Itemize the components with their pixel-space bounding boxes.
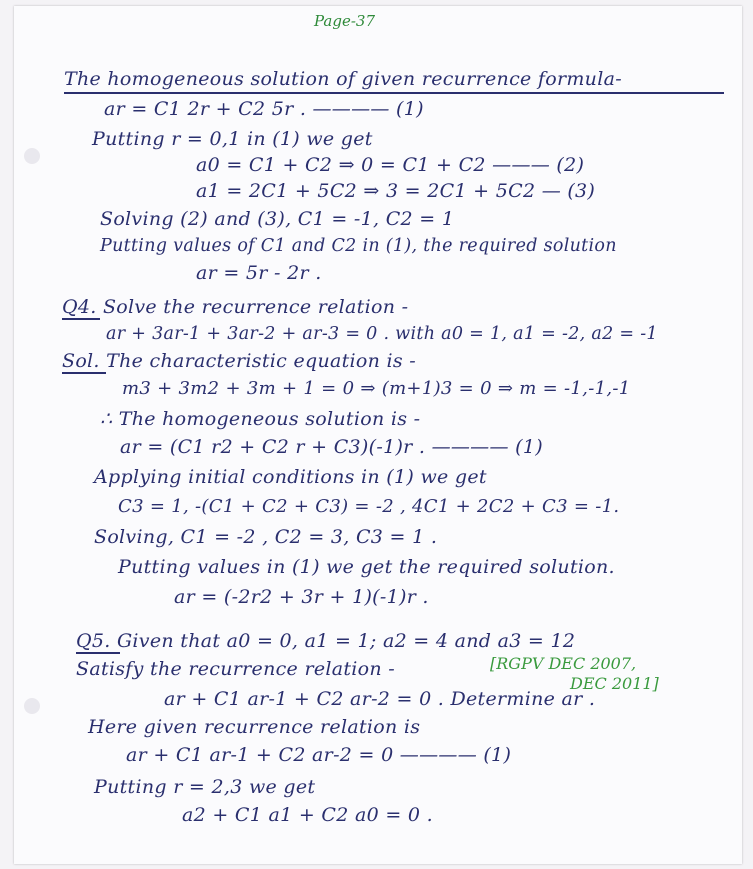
underline <box>62 318 100 320</box>
underline <box>76 652 120 654</box>
text-line-16: C3 = 1, -(C1 + C2 + C3) = -2 , 4C1 + 2C2 + C3 = -1. <box>118 496 620 517</box>
notebook-page <box>14 6 742 864</box>
text-line-19: ar = (-2r2 + 3r + 1)(-1)r . <box>174 586 429 608</box>
text-line-26: a2 + C1 a1 + C2 a0 = 0 . <box>182 804 433 826</box>
text-line-13: ∴ The homogeneous solution is - <box>100 408 421 430</box>
text-line-21: Satisfy the recurrence relation - <box>76 658 396 680</box>
text-line-8: ar = 5r - 2r . <box>196 262 322 284</box>
exam-reference: [RGPV DEC 2007, <box>490 654 637 673</box>
text-line-14: ar = (C1 r2 + C2 r + C3)(-1)r . ———— (1) <box>120 436 543 458</box>
text-line-10: ar + 3ar-1 + 3ar-2 + ar-3 = 0 . with a0 = 1, a1 = -2, a2 = -1 <box>106 324 658 344</box>
text-line-3: Putting r = 0,1 in (1) we get <box>92 128 373 150</box>
text-line-6: Solving (2) and (3), C1 = -1, C2 = 1 <box>100 208 455 230</box>
text-line-23: Here given recurrence relation is <box>88 716 421 738</box>
underline <box>62 372 106 374</box>
text-line-1: The homogeneous solution of given recurrence formula- <box>64 68 622 90</box>
text-line-11: Sol. The characteristic equation is - <box>62 350 417 372</box>
text-line-5: a1 = 2C1 + 5C2 ⇒ 3 = 2C1 + 5C2 — (3) <box>196 180 596 202</box>
exam-reference: DEC 2011] <box>570 674 659 693</box>
text-line-22: ar + C1 ar-1 + C2 ar-2 = 0 . Determine ar . <box>164 688 596 710</box>
text-line-24: ar + C1 ar-1 + C2 ar-2 = 0 ———— (1) <box>126 744 512 766</box>
text-line-4: a0 = C1 + C2 ⇒ 0 = C1 + C2 ——— (2) <box>196 154 585 176</box>
page-number: Page-37 <box>314 12 375 30</box>
text-line-7: Putting values of C1 and C2 in (1), the required solution <box>100 236 617 256</box>
text-line-17: Solving, C1 = -2 , C2 = 3, C3 = 1 . <box>94 526 438 548</box>
text-line-18: Putting values in (1) we get the required solution. <box>118 556 615 578</box>
text-line-20: Q5. Given that a0 = 0, a1 = 1; a2 = 4 and a3 = 12 <box>76 630 576 652</box>
text-line-12: m3 + 3m2 + 3m + 1 = 0 ⇒ (m+1)3 = 0 ⇒ m = -1,-1,-1 <box>122 378 631 399</box>
text-line-25: Putting r = 2,3 we get <box>94 776 316 798</box>
underline <box>64 92 724 94</box>
text-line-15: Applying initial conditions in (1) we get <box>94 466 487 488</box>
text-line-9: Q4. Solve the recurrence relation - <box>62 296 409 318</box>
text-line-2: ar = C1 2r + C2 5r . ———— (1) <box>104 98 424 120</box>
